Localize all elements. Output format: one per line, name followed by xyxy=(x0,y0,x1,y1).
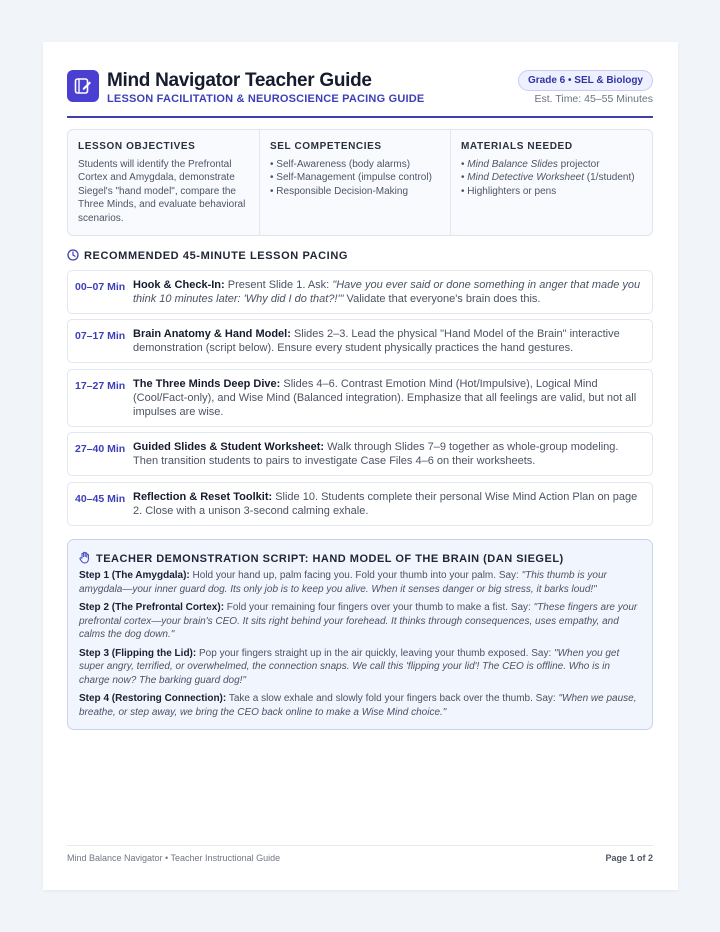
pacing-description: Brain Anatomy & Hand Model: Slides 2–3. Lead the physical "Hand Model of the Brain" interactive demonstration (script below). Ensure every student physically practices the hand gestures. xyxy=(133,328,620,355)
pacing-time: 07–17 Min xyxy=(75,330,126,342)
material-item: • Mind Balance Slides projector xyxy=(461,159,600,170)
materials-heading: MATERIALS NEEDED xyxy=(461,141,573,152)
footer-title: Mind Balance Navigator • Teacher Instructional Guide xyxy=(67,853,281,863)
page-footer xyxy=(67,845,653,863)
sel-item: • Self-Awareness (body alarms) xyxy=(270,159,411,170)
script-step: Step 4 (Restoring Connection): Take a slow exhale and slowly fold your fingers back over the thumb. Say: "When we pause, breathe, or step away, we bring the CEO back online to make a Wise Mind choice." xyxy=(79,693,637,718)
pacing-time: 00–07 Min xyxy=(75,281,126,293)
pacing-heading: RECOMMENDED 45-MINUTE LESSON PACING xyxy=(67,249,348,264)
material-item: • Mind Detective Worksheet (1/student) xyxy=(461,172,635,184)
page-title: Mind Navigator Teacher Guide xyxy=(107,70,372,91)
script-step: Step 2 (The Prefrontal Cortex): Fold your remaining four fingers over your thumb to make a fist. Say: "These fingers are your prefrontal cortex—your brain's CEO. It sits right behind your forehead. It thinks through consequences, uses empathy, and calms the dog down." xyxy=(79,602,638,640)
grade-badge: Grade 6 • SEL & Biology xyxy=(518,70,653,91)
script-heading: TEACHER DEMONSTRATION SCRIPT: HAND MODEL OF THE BRAIN (DAN SIEGEL) xyxy=(79,551,564,567)
pacing-row xyxy=(67,369,653,427)
demonstration-script-box xyxy=(67,539,653,730)
document-page xyxy=(43,42,678,890)
script-steps xyxy=(79,569,640,724)
pacing-description: Reflection & Reset Toolkit: Slide 10. Students complete their personal Wise Mind Action Plan on page 2. Close with a unison 3-second calming exhale. xyxy=(133,491,638,518)
pacing-description: Guided Slides & Student Worksheet: Walk through Slides 7–9 together as whole-group modeling. Then transition students to pairs to investigate Case Files 4–6 on their worksheets. xyxy=(133,441,619,468)
material-item: • Highlighters or pens xyxy=(461,185,557,197)
estimated-time: Est. Time: 45–55 Minutes xyxy=(534,93,653,105)
sel-item: • Responsible Decision-Making xyxy=(270,185,409,197)
hand-icon xyxy=(79,551,91,567)
objectives-text: Students will identify the Prefrontal Cortex and Amygdala, demonstrate Siegel's "hand model", compare the Three Minds, and evaluate behavioral scenarios. xyxy=(78,159,246,224)
page-number: Page 1 of 2 xyxy=(605,853,653,863)
pacing-description: Hook & Check-In: Present Slide 1. Ask: "Have you ever said or done something in anger that made you think 10 minutes later: 'Why did I do that?!'" Validate that everyone's brain does this. xyxy=(133,279,641,306)
lesson-info-box xyxy=(67,129,653,236)
pacing-time: 27–40 Min xyxy=(75,443,126,455)
pacing-description: The Three Minds Deep Dive: Slides 4–6. Contrast Emotion Mind (Hot/Impulsive), Logical Mind (Cool/Fact-only), and Wise Mind (Balanced integration). Emphasize that all feelings are valid, but not all impulses are wise. xyxy=(133,378,637,419)
pacing-row xyxy=(67,270,653,314)
script-step: Step 1 (The Amygdala): Hold your hand up, palm facing you. Fold your thumb into your palm. Say: "This thumb is your amygdala—your inner guard dog. Its only job is to keep you alive. When it senses danger or big stress, it barks loud!" xyxy=(79,570,607,595)
page-subtitle: LESSON FACILITATION & NEUROSCIENCE PACING GUIDE xyxy=(107,93,425,105)
page-header xyxy=(67,70,653,118)
sel-heading: SEL COMPETENCIES xyxy=(270,141,382,152)
sel-item: • Self-Management (impulse control) xyxy=(270,172,432,184)
pacing-row xyxy=(67,319,653,363)
materials-column xyxy=(450,130,652,235)
pacing-time: 40–45 Min xyxy=(75,493,126,505)
pacing-row xyxy=(67,482,653,526)
objectives-heading: LESSON OBJECTIVES xyxy=(78,141,196,152)
book-edit-icon xyxy=(67,70,99,102)
script-step: Step 3 (Flipping the Lid): Pop your fingers straight up in the air quickly, leaving your thumb exposed. Say: "When you get super angry, terrified, or overwhelmed, the connection snaps. We call this 'flipping your lid'! The CEO is offline. Who is in charge now? The barking guard dog!" xyxy=(79,647,620,686)
pacing-time: 17–27 Min xyxy=(75,380,126,392)
pacing-row xyxy=(67,432,653,476)
clock-icon xyxy=(67,249,79,264)
objectives-column xyxy=(68,130,259,235)
sel-column xyxy=(259,130,450,235)
